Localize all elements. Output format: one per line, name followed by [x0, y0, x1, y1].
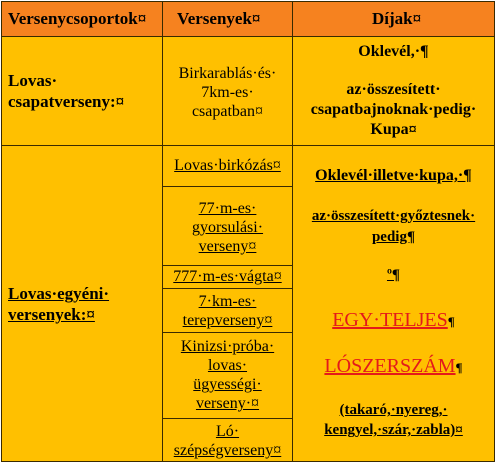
team-group-cell: [1, 36, 163, 146]
team-event-cell: [162, 36, 293, 146]
prize-big-line-1: EGY·TELJES: [332, 309, 448, 331]
prize-line-diploma: Oklevél·illetve·kupa,·¶: [315, 167, 472, 184]
prize-note-line-2: kengyel,·szár,·zabla)¤: [324, 422, 463, 438]
event-cell-wrestling: [162, 145, 293, 187]
team-prize-line: csapatbajnoknak·pedig·: [310, 101, 477, 118]
team-event-line: Birkarablás·és·: [178, 65, 277, 82]
prize-big-line-2: LÓSZERSZÁM: [324, 355, 456, 377]
individual-group-label-line: Lovas·egyéni·: [8, 284, 110, 303]
team-event-line: csapatban¤: [191, 103, 264, 120]
event-line: 777·m-es·vágta¤: [173, 268, 282, 285]
team-event-line: 7km-es·: [201, 84, 254, 101]
event-line: 77·m-es·: [198, 200, 257, 217]
event-line: lovas·: [207, 357, 248, 374]
header-groups: [1, 1, 163, 37]
event-line: Ló·: [215, 423, 240, 440]
event-line: gyorsulási·: [191, 219, 264, 236]
event-line: verseny·¤: [195, 395, 260, 412]
team-prize-line: az·összesített·: [346, 81, 441, 98]
prize-note-line-1: (takaró,·nyereg,·: [339, 402, 448, 418]
individual-group-label-line: versenyek:¤: [8, 305, 95, 324]
event-line: ügyességi·: [193, 376, 262, 393]
header-prizes: [292, 1, 495, 37]
individual-group-cell: [1, 145, 163, 462]
event-cell-gallop: [162, 265, 293, 289]
event-line: verseny¤: [198, 238, 257, 255]
team-prize-line: Kupa¤: [370, 121, 417, 138]
prize-line-winner: az·összesített·győztesnek·: [311, 208, 476, 224]
event-cell-beauty: [162, 418, 293, 462]
header-events-label: Versenyek¤: [177, 9, 261, 28]
team-prize-cell: [292, 36, 495, 146]
event-cell-sprint: [162, 186, 293, 266]
event-cell-cross-country: [162, 288, 293, 333]
prize-big-mark-2: ¶: [455, 360, 463, 375]
header-prizes-label: Díjak¤: [372, 9, 422, 28]
header-groups-label: Versenycsoportok¤: [8, 9, 147, 28]
event-line: 7·km-es·: [198, 293, 257, 310]
event-line: terepverseny¤: [182, 312, 273, 329]
header-events: [162, 1, 293, 37]
team-group-label-line: csapatverseny:¤: [8, 92, 125, 111]
event-line: Kinizsi·próba·: [180, 338, 275, 355]
team-group-label-line: Lovas·: [8, 71, 58, 90]
prize-mark: º¶: [386, 267, 401, 283]
prize-line-winner-cont: pedig¶: [371, 229, 416, 245]
team-prize-line: Oklevél,·¶: [358, 43, 429, 60]
event-line: Lovas·birkózás¤: [174, 157, 281, 174]
event-line: szépségverseny¤: [173, 442, 282, 459]
event-cell-kinizsi: [162, 332, 293, 419]
prize-big-mark-1: ¶: [447, 314, 455, 329]
individual-prize-cell: [292, 145, 495, 462]
